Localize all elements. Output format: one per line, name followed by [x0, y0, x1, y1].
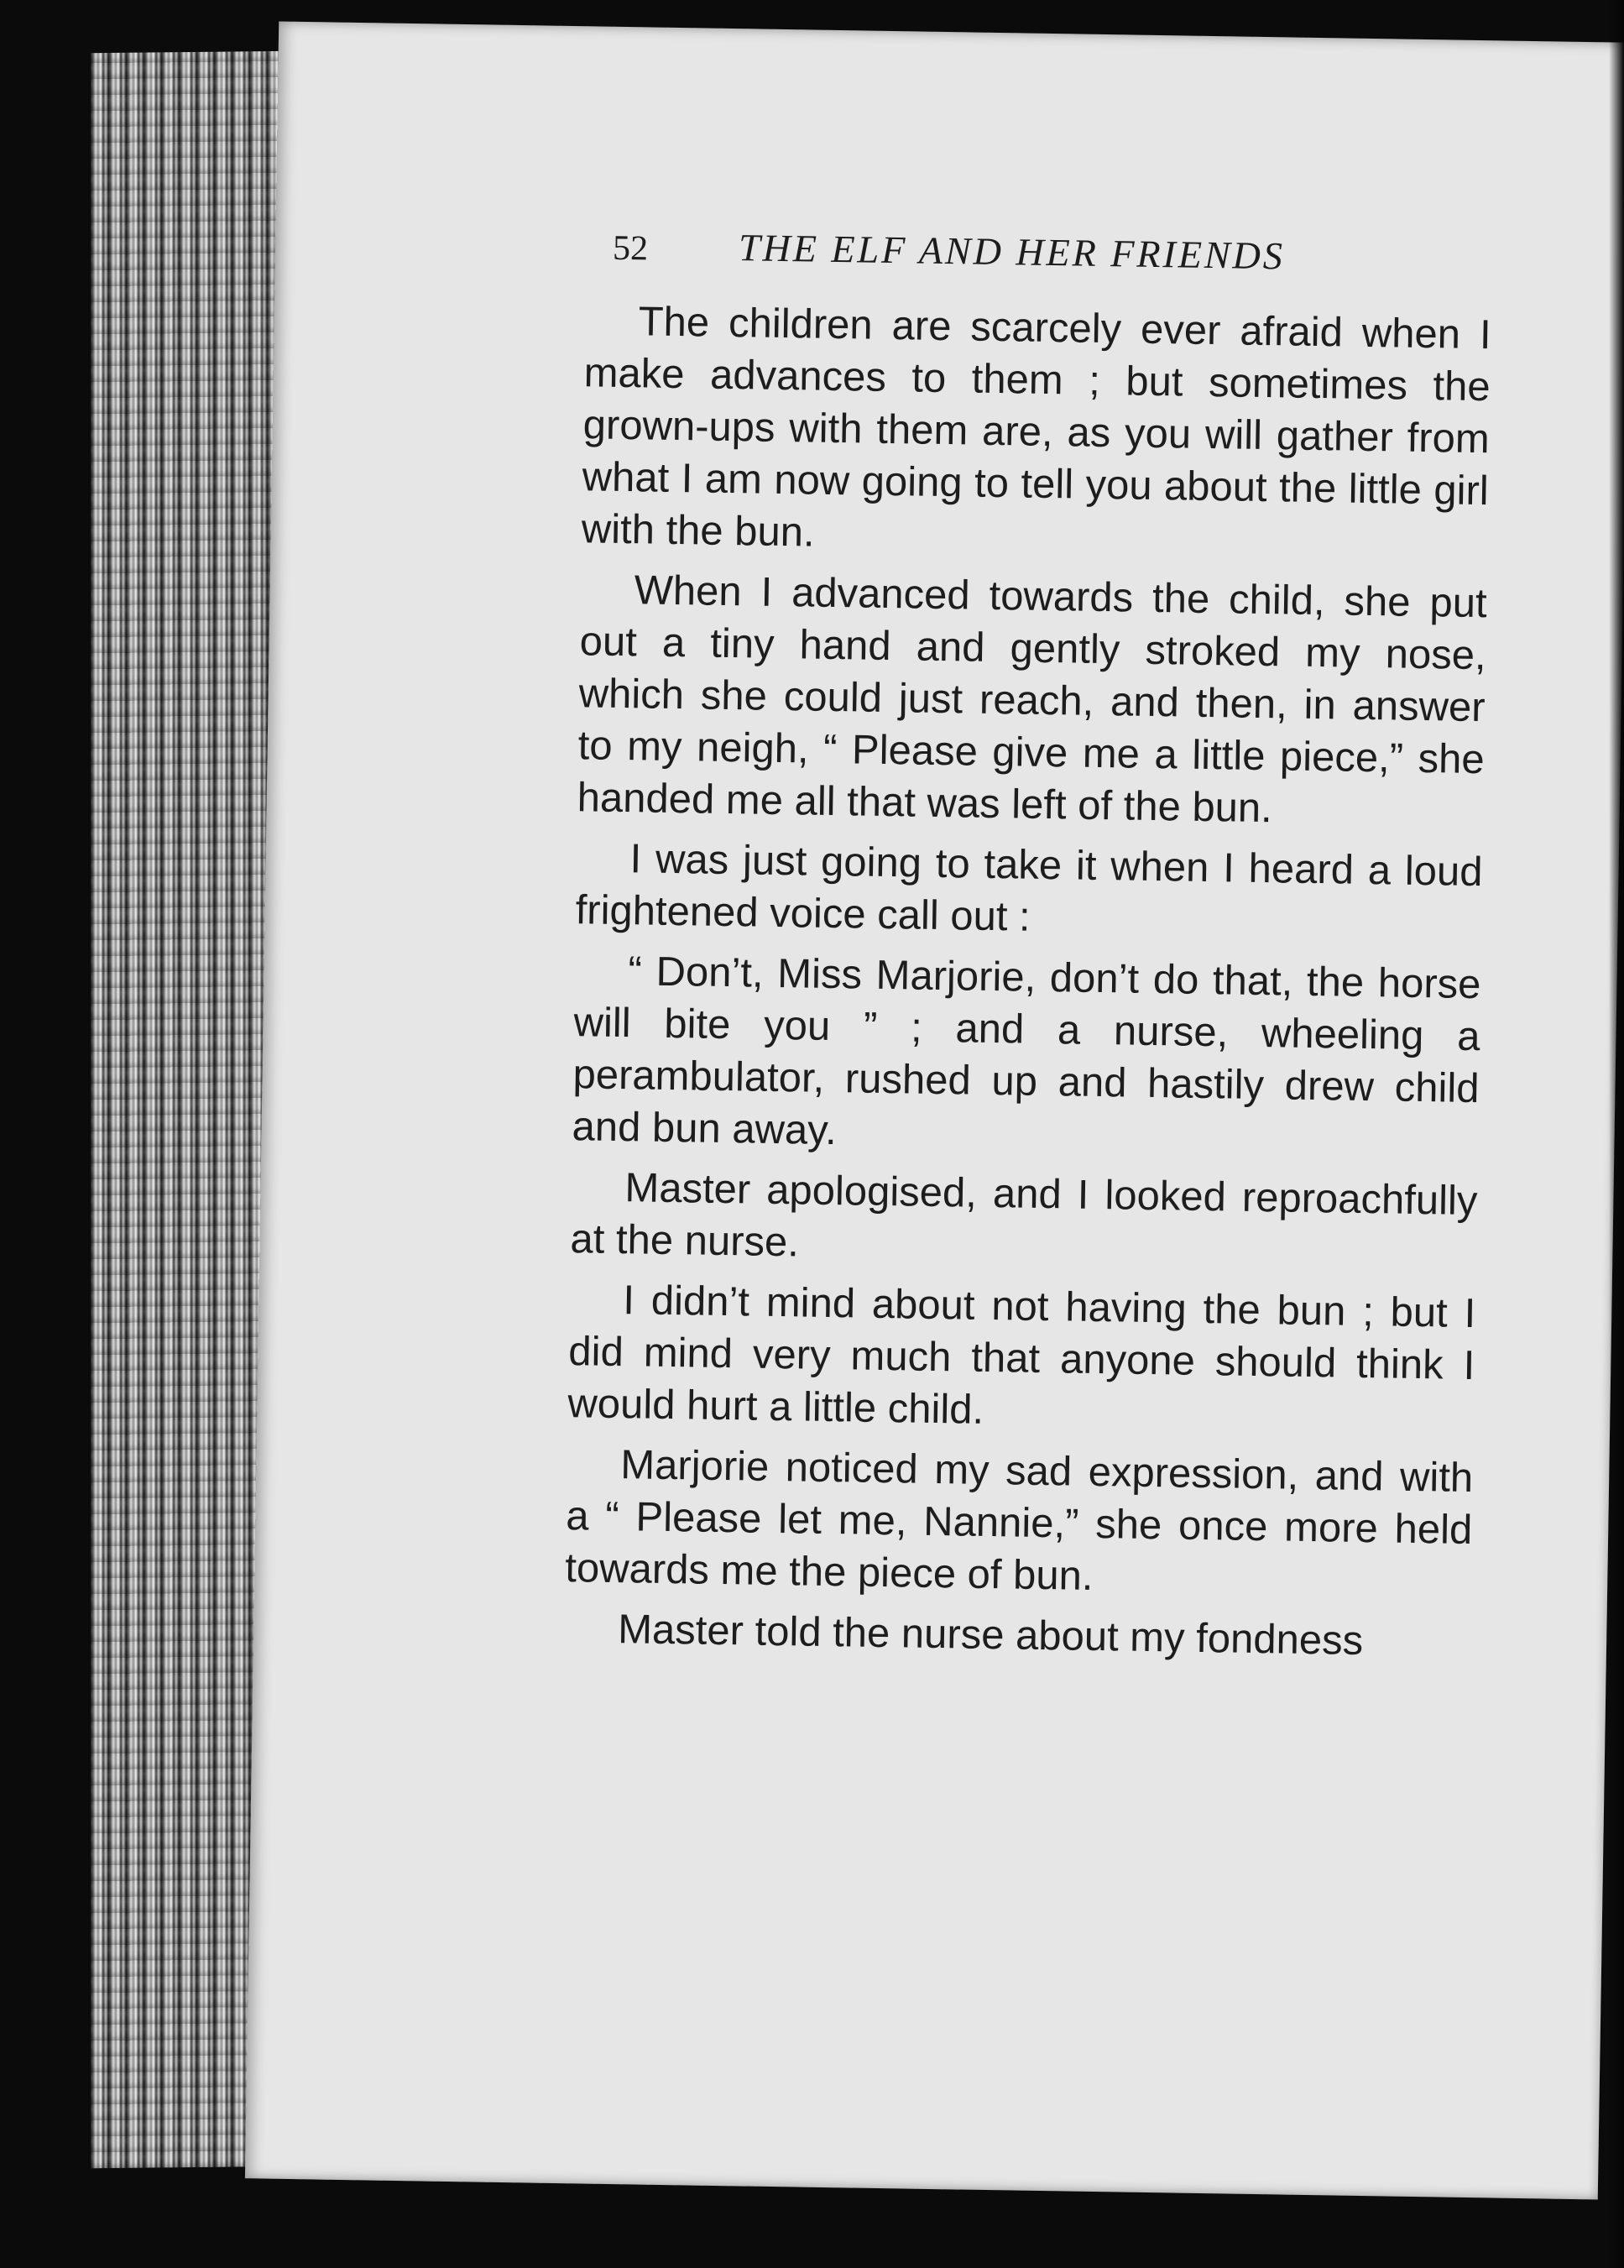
- book-page: [245, 21, 1624, 2199]
- paragraph: When I advanced towards the child, she put out a tiny hand and gently stroked my nose, which she could just reach, and then, in answer to my neigh, “ Please give me a little piece,” she handed me all that was left of the bun.: [577, 567, 1487, 832]
- right-edge-shadow: [1609, 0, 1624, 2268]
- page-header: [612, 213, 1502, 311]
- running-title: THE ELF AND HER FRIENDS: [738, 226, 1286, 278]
- body-text: [564, 295, 1491, 1677]
- paragraph: I didn’t mind about not having the bun ; but I did mind very much that anyone should think I would hurt a little child.: [567, 1278, 1476, 1433]
- paragraph: Marjorie noticed my sad expression, and with a “ Please let me, Nannie,” she once more held towards me the piece of bun.: [564, 1442, 1474, 1599]
- page-number: 52: [612, 228, 649, 269]
- paragraph: I was just going to take it when I heard a loud frightened voice call out :: [575, 836, 1483, 940]
- paragraph: “ Don’t, Miss Marjorie, don’t do that, the horse will bite you ” ; and a nurse, wheeling a perambulator, rushed up and hastily drew child and bun away.: [572, 948, 1481, 1154]
- paragraph: The children are scarcely ever afraid when I make advances to them ; but sometimes the grown-ups with them are, as you will gather from what I am now going to tell you about the little girl with the bun.: [581, 299, 1492, 556]
- paragraph: Master apologised, and I looked reproachfully at the nurse.: [570, 1165, 1478, 1266]
- paragraph: Master told the nurse about my fondness: [617, 1607, 1364, 1664]
